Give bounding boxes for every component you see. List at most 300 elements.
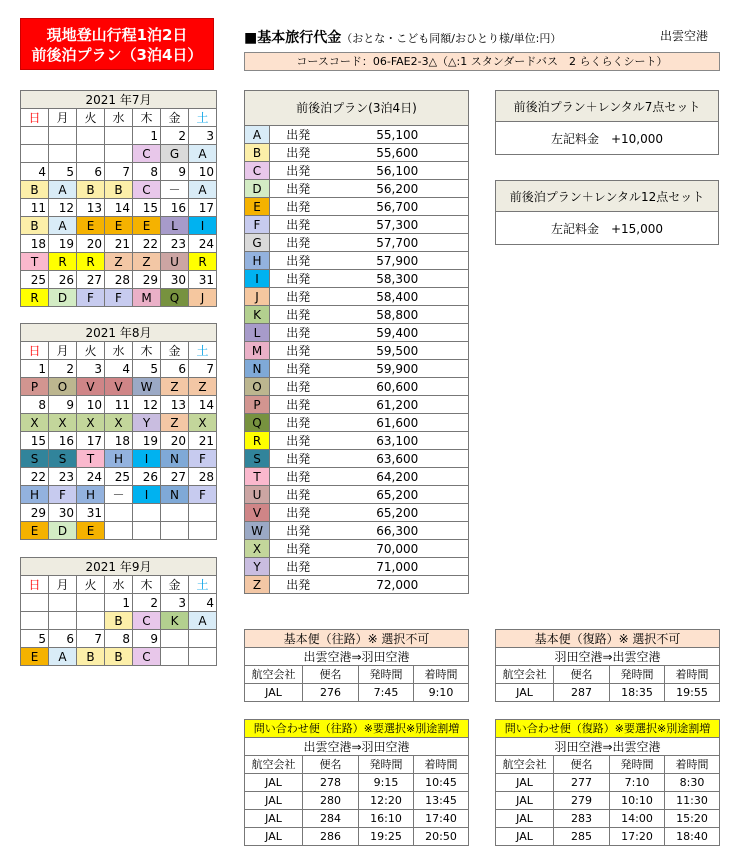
calendar-price-code — [49, 145, 77, 163]
calendar-day: 19 — [49, 235, 77, 253]
calendar-day: 7 — [105, 163, 133, 181]
calendar-price-code: L — [161, 217, 189, 235]
flight-header: 基本便（復路）※ 選択不可 — [496, 630, 720, 648]
calendar-price-code — [133, 522, 161, 540]
price-value: 55,600 — [327, 144, 469, 162]
flight-cell: 12:20 — [359, 792, 414, 810]
flight-row — [245, 828, 469, 846]
flight-column-header: 航空会社 — [496, 756, 554, 774]
price-label: 出発 — [270, 144, 327, 162]
calendar-day: 1 — [133, 127, 161, 145]
rental-body-row — [496, 122, 719, 155]
price-row — [245, 234, 469, 252]
flight-cell: 277 — [554, 774, 610, 792]
flight-header: 問い合わせ便（往路）※要選択※別途割増 — [245, 720, 469, 738]
title-main: ■基本旅行代金 — [244, 30, 342, 46]
price-code: Q — [245, 414, 270, 432]
weekday-header: 火 — [77, 576, 105, 594]
calendar-day: 9 — [133, 630, 161, 648]
flight-route-row — [245, 648, 469, 666]
flight-cell: JAL — [496, 810, 554, 828]
calendar-day: 31 — [189, 271, 217, 289]
calendar-price-code: B — [77, 181, 105, 199]
price-value: 58,400 — [327, 288, 469, 306]
price-row — [245, 126, 469, 144]
price-value: 57,700 — [327, 234, 469, 252]
calendar-day — [77, 594, 105, 612]
week-codes-row — [21, 450, 217, 468]
price-label: 出発 — [270, 396, 327, 414]
calendar-price-code: A — [189, 181, 217, 199]
week-codes-row — [21, 145, 217, 163]
price-label: 出発 — [270, 180, 327, 198]
calendar-price-code: R — [49, 253, 77, 271]
calendar-day: 25 — [21, 271, 49, 289]
calendar-price-code: B — [105, 612, 133, 630]
calendar-september — [20, 557, 217, 666]
calendar-price-code: E — [105, 217, 133, 235]
price-value: 56,100 — [327, 162, 469, 180]
flight-column-header: 航空会社 — [245, 756, 303, 774]
calendar-day: 13 — [161, 396, 189, 414]
badge-line1: 現地登山行程1泊2日 — [46, 26, 188, 44]
calendar-day: 15 — [21, 432, 49, 450]
price-code: L — [245, 324, 270, 342]
price-row — [245, 216, 469, 234]
price-value: 72,000 — [327, 576, 469, 594]
calendar-day — [189, 504, 217, 522]
calendar-day: 12 — [133, 396, 161, 414]
calendar-title-row — [21, 324, 217, 342]
calendar-day: 9 — [49, 396, 77, 414]
price-row — [245, 180, 469, 198]
flight-cell: 11:30 — [665, 792, 720, 810]
price-code: X — [245, 540, 270, 558]
calendar-day: 26 — [49, 271, 77, 289]
calendar-price-code: R — [21, 289, 49, 307]
price-label: 出発 — [270, 378, 327, 396]
calendar-price-code: V — [105, 378, 133, 396]
flight-cell: JAL — [496, 684, 554, 702]
weekday-header: 月 — [49, 576, 77, 594]
flight-column-header: 着時間 — [665, 756, 720, 774]
flight-column-header: 発時間 — [610, 666, 665, 684]
price-row — [245, 486, 469, 504]
week-days-row — [21, 199, 217, 217]
calendar-day: 25 — [105, 468, 133, 486]
flight-cell: JAL — [245, 684, 303, 702]
price-code: M — [245, 342, 270, 360]
week-days-row — [21, 630, 217, 648]
calendar-day: 19 — [133, 432, 161, 450]
flight-cell: 287 — [554, 684, 610, 702]
price-value: 60,600 — [327, 378, 469, 396]
calendar-price-code: O — [49, 378, 77, 396]
price-row — [245, 144, 469, 162]
calendar-price-code: F — [49, 486, 77, 504]
weekday-header: 金 — [161, 342, 189, 360]
flight-route: 出雲空港⇒羽田空港 — [245, 648, 469, 666]
flight-column-header: 発時間 — [359, 666, 414, 684]
price-value: 55,100 — [327, 126, 469, 144]
price-value: 63,600 — [327, 450, 469, 468]
price-row — [245, 540, 469, 558]
calendar-day: 6 — [161, 360, 189, 378]
price-label: 出発 — [270, 270, 327, 288]
price-table-title: 前後泊プラン(3泊4日) — [245, 91, 469, 126]
calendar-day: 12 — [49, 199, 77, 217]
price-row — [245, 252, 469, 270]
badge-line2: 前後泊プラン（3泊4日） — [31, 46, 203, 64]
calendar-day: 28 — [189, 468, 217, 486]
price-value: 58,800 — [327, 306, 469, 324]
calendar-price-code — [77, 145, 105, 163]
calendar-day: 3 — [161, 594, 189, 612]
price-value: 65,200 — [327, 504, 469, 522]
price-row — [245, 504, 469, 522]
price-row — [245, 378, 469, 396]
price-label: 出発 — [270, 342, 327, 360]
calendar-price-code: C — [133, 181, 161, 199]
calendar-day: 8 — [105, 630, 133, 648]
calendar-price-code: B — [21, 181, 49, 199]
flight-column-header: 着時間 — [414, 756, 469, 774]
calendar-price-code — [189, 522, 217, 540]
flight-header-row — [496, 720, 720, 738]
calendar-price-code: － — [105, 486, 133, 504]
calendar-price-code — [77, 612, 105, 630]
week-codes-row — [21, 378, 217, 396]
calendar-day: 15 — [133, 199, 161, 217]
flight-row — [245, 810, 469, 828]
calendar-day — [133, 504, 161, 522]
flight-cell: 278 — [303, 774, 359, 792]
calendar-day — [189, 630, 217, 648]
flight-column-header: 発時間 — [359, 756, 414, 774]
week-days-row — [21, 271, 217, 289]
calendar-price-code: Z — [133, 253, 161, 271]
calendar-day — [161, 504, 189, 522]
price-code: O — [245, 378, 270, 396]
flight-column-header: 航空会社 — [245, 666, 303, 684]
calendar-price-code: C — [133, 648, 161, 666]
price-label: 出発 — [270, 540, 327, 558]
flight-column-header: 便名 — [303, 756, 359, 774]
rental-12-set-table — [495, 180, 719, 245]
flight-row — [496, 792, 720, 810]
calendar-day: 22 — [133, 235, 161, 253]
calendar-price-code — [21, 612, 49, 630]
calendar-day: 23 — [49, 468, 77, 486]
price-value: 57,300 — [327, 216, 469, 234]
price-row — [245, 432, 469, 450]
weekday-header: 日 — [21, 576, 49, 594]
calendar-day: 17 — [189, 199, 217, 217]
flight-route-row — [245, 738, 469, 756]
calendar-price-code: Z — [161, 414, 189, 432]
calendar-price-code: A — [49, 217, 77, 235]
flight-column-header: 着時間 — [414, 666, 469, 684]
week-codes-row — [21, 181, 217, 199]
flight-cell: 18:35 — [610, 684, 665, 702]
flight-columns-row — [496, 756, 720, 774]
flight-cell: 10:45 — [414, 774, 469, 792]
weekday-header: 土 — [189, 342, 217, 360]
calendar-title-row — [21, 558, 217, 576]
weekday-header: 日 — [21, 342, 49, 360]
rental-7-set-table — [495, 90, 719, 155]
calendar-day: 29 — [133, 271, 161, 289]
week-days-row — [21, 594, 217, 612]
weekday-header: 月 — [49, 109, 77, 127]
calendar-price-code: B — [21, 217, 49, 235]
flight-column-header: 便名 — [303, 666, 359, 684]
calendar-price-code: T — [77, 450, 105, 468]
rental-title: 前後泊プラン＋レンタル7点セット — [496, 91, 719, 122]
week-codes-row — [21, 217, 217, 235]
calendar-price-code: D — [49, 289, 77, 307]
calendar-price-code: G — [161, 145, 189, 163]
flight-header-row — [245, 630, 469, 648]
price-code: P — [245, 396, 270, 414]
week-days-row — [21, 360, 217, 378]
calendar-price-code: I — [133, 450, 161, 468]
price-code: R — [245, 432, 270, 450]
calendar-price-code: S — [49, 450, 77, 468]
week-days-row — [21, 396, 217, 414]
week-codes-row — [21, 414, 217, 432]
calendar-day: 5 — [21, 630, 49, 648]
calendar-day: 16 — [49, 432, 77, 450]
calendar-day: 8 — [21, 396, 49, 414]
price-label: 出発 — [270, 324, 327, 342]
flight-row — [496, 828, 720, 846]
calendar-price-code: E — [21, 522, 49, 540]
price-row — [245, 162, 469, 180]
calendar-price-code: F — [189, 486, 217, 504]
calendar-price-code: H — [77, 486, 105, 504]
price-value: 59,900 — [327, 360, 469, 378]
calendar-price-code: R — [77, 253, 105, 271]
calendar-day: 23 — [161, 235, 189, 253]
calendar-price-code: F — [77, 289, 105, 307]
calendar-day: 3 — [77, 360, 105, 378]
calendar-day: 10 — [189, 163, 217, 181]
price-value: 56,200 — [327, 180, 469, 198]
calendar-day — [21, 127, 49, 145]
calendar-price-code: A — [189, 612, 217, 630]
flight-row — [496, 810, 720, 828]
departure-airport: 出雲空港 — [660, 29, 709, 43]
price-label: 出発 — [270, 198, 327, 216]
price-row — [245, 468, 469, 486]
price-code: F — [245, 216, 270, 234]
calendar-day: 30 — [161, 271, 189, 289]
flight-cell: 280 — [303, 792, 359, 810]
calendar-day: 26 — [133, 468, 161, 486]
calendar-day: 14 — [189, 396, 217, 414]
price-label: 出発 — [270, 162, 327, 180]
flight-cell: 16:10 — [359, 810, 414, 828]
calendar-price-code: － — [161, 181, 189, 199]
flight-header: 基本便（往路）※ 選択不可 — [245, 630, 469, 648]
rental-price: 左記料金 +15,000 — [496, 212, 719, 245]
flight-cell: 14:00 — [610, 810, 665, 828]
calendar-day: 8 — [133, 163, 161, 181]
calendar-day: 21 — [105, 235, 133, 253]
flight-row — [496, 684, 720, 702]
price-code: K — [245, 306, 270, 324]
price-label: 出発 — [270, 288, 327, 306]
price-row — [245, 522, 469, 540]
calendar-price-code: H — [21, 486, 49, 504]
weekday-header: 木 — [133, 576, 161, 594]
price-label: 出発 — [270, 360, 327, 378]
flight-columns-row — [245, 666, 469, 684]
weekday-row — [21, 576, 217, 594]
flight-cell: 19:25 — [359, 828, 414, 846]
flight-cell: 10:10 — [610, 792, 665, 810]
rental-body-row — [496, 212, 719, 245]
price-code: W — [245, 522, 270, 540]
calendar-august — [20, 323, 217, 540]
calendar-price-code — [161, 522, 189, 540]
calendar-price-code — [189, 648, 217, 666]
flight-cell: 9:10 — [414, 684, 469, 702]
price-value: 71,000 — [327, 558, 469, 576]
page-title — [244, 27, 561, 47]
price-value: 57,900 — [327, 252, 469, 270]
calendar-price-code: J — [189, 289, 217, 307]
price-header-row — [245, 91, 469, 126]
calendar-price-code: Q — [161, 289, 189, 307]
price-row — [245, 342, 469, 360]
week-codes-row — [21, 253, 217, 271]
calendar-price-code: S — [21, 450, 49, 468]
calendar-day: 2 — [133, 594, 161, 612]
flight-cell: JAL — [245, 828, 303, 846]
calendar-day: 27 — [161, 468, 189, 486]
calendar-price-code: T — [21, 253, 49, 271]
price-label: 出発 — [270, 558, 327, 576]
flight-cell: 15:20 — [665, 810, 720, 828]
calendar-day: 7 — [77, 630, 105, 648]
calendar-price-code: Y — [133, 414, 161, 432]
rental-price: 左記料金 +10,000 — [496, 122, 719, 155]
calendar-price-code: E — [77, 217, 105, 235]
flight-route: 羽田空港⇒出雲空港 — [496, 738, 720, 756]
price-code: G — [245, 234, 270, 252]
flight-cell: 283 — [554, 810, 610, 828]
calendar-day — [49, 127, 77, 145]
calendar-price-code: M — [133, 289, 161, 307]
flight-cell: JAL — [496, 828, 554, 846]
price-code: A — [245, 126, 270, 144]
calendar-price-code: V — [77, 378, 105, 396]
flight-cell: 286 — [303, 828, 359, 846]
week-codes-row — [21, 289, 217, 307]
flight-cell: 7:10 — [610, 774, 665, 792]
price-code: I — [245, 270, 270, 288]
rental-header-row — [496, 91, 719, 122]
calendar-day: 4 — [21, 163, 49, 181]
price-label: 出発 — [270, 486, 327, 504]
calendar-price-code: I — [133, 486, 161, 504]
price-value: 66,300 — [327, 522, 469, 540]
calendar-day: 11 — [21, 199, 49, 217]
flight-column-header: 便名 — [554, 666, 610, 684]
weekday-header: 日 — [21, 109, 49, 127]
flight-cell: 9:15 — [359, 774, 414, 792]
flight-cell: JAL — [245, 774, 303, 792]
calendar-price-code: Z — [105, 253, 133, 271]
calendar-day: 29 — [21, 504, 49, 522]
basic-flight-return — [495, 629, 720, 702]
inquiry-flight-return — [495, 719, 720, 846]
weekday-header: 金 — [161, 576, 189, 594]
calendar-price-code: Z — [161, 378, 189, 396]
calendar-day: 28 — [105, 271, 133, 289]
price-label: 出発 — [270, 468, 327, 486]
calendar-price-code: E — [77, 522, 105, 540]
week-codes-row — [21, 486, 217, 504]
price-code: C — [245, 162, 270, 180]
flight-column-header: 航空会社 — [496, 666, 554, 684]
flight-route-row — [496, 738, 720, 756]
calendar-day: 5 — [49, 163, 77, 181]
calendar-price-code: N — [161, 486, 189, 504]
weekday-row — [21, 109, 217, 127]
week-codes-row — [21, 612, 217, 630]
flight-header: 問い合わせ便（復路）※要選択※別途割増 — [496, 720, 720, 738]
calendar-day: 27 — [77, 271, 105, 289]
calendar-day: 13 — [77, 199, 105, 217]
flight-column-header: 着時間 — [665, 666, 720, 684]
weekday-header: 金 — [161, 109, 189, 127]
price-row — [245, 360, 469, 378]
flight-cell: 17:20 — [610, 828, 665, 846]
price-label: 出発 — [270, 432, 327, 450]
price-label: 出発 — [270, 522, 327, 540]
price-row — [245, 198, 469, 216]
week-days-row — [21, 432, 217, 450]
weekday-row — [21, 342, 217, 360]
price-value: 65,200 — [327, 486, 469, 504]
calendar-price-code: X — [21, 414, 49, 432]
flight-cell: JAL — [496, 774, 554, 792]
calendar-price-code: K — [161, 612, 189, 630]
calendar-day: 2 — [161, 127, 189, 145]
calendar-price-code: U — [161, 253, 189, 271]
week-codes-row — [21, 648, 217, 666]
week-codes-row — [21, 522, 217, 540]
price-value: 63,100 — [327, 432, 469, 450]
plan-badge — [20, 18, 214, 70]
price-label: 出発 — [270, 504, 327, 522]
calendar-price-code: D — [49, 522, 77, 540]
week-days-row — [21, 235, 217, 253]
calendar-price-code: F — [189, 450, 217, 468]
weekday-header: 水 — [105, 576, 133, 594]
calendar-day — [105, 504, 133, 522]
flight-columns-row — [496, 666, 720, 684]
calendar-price-code: A — [49, 181, 77, 199]
weekday-header: 土 — [189, 109, 217, 127]
price-row — [245, 288, 469, 306]
price-table — [244, 90, 469, 594]
flight-cell: 13:45 — [414, 792, 469, 810]
flight-cell: 19:55 — [665, 684, 720, 702]
